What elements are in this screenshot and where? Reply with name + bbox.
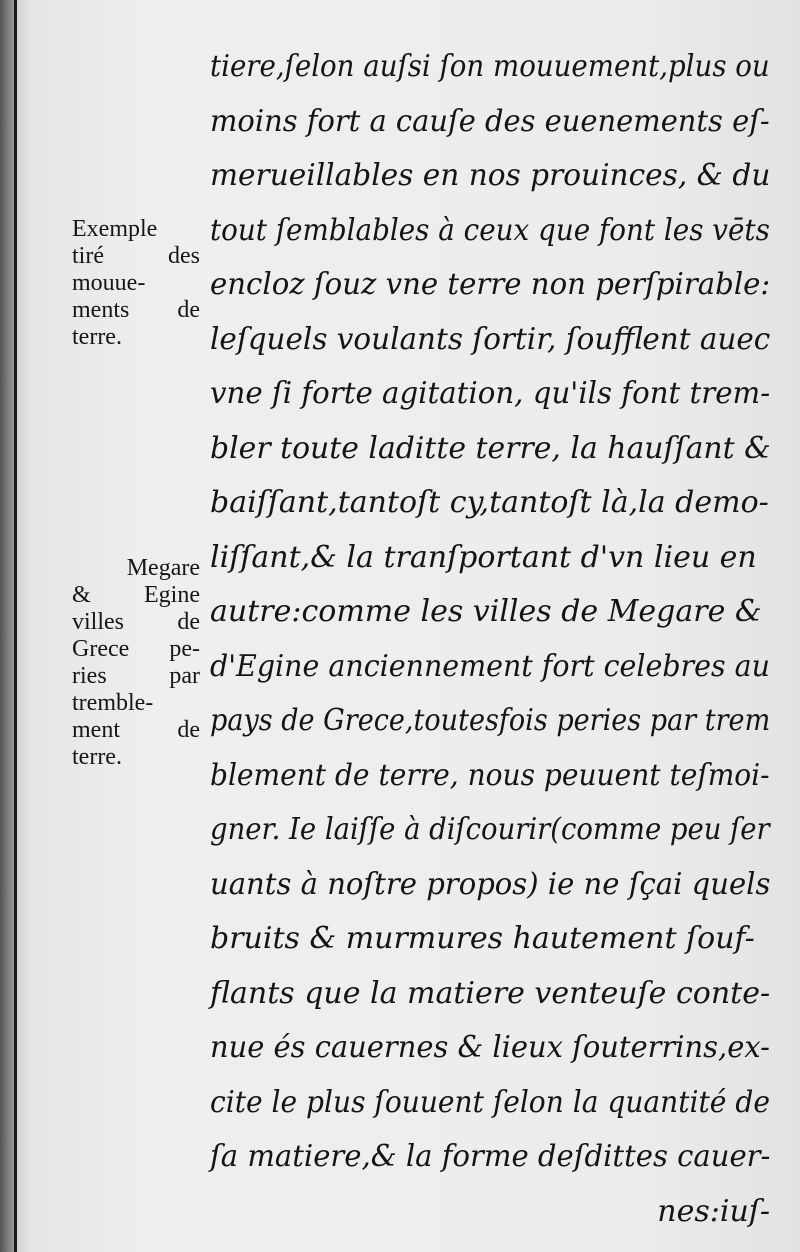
text-line: bler toute laditte terre, la hauſſant &: [210, 430, 771, 466]
text-line: pays de Grece,toutesfois peries par trem: [210, 703, 771, 738]
margin-note-line: villes de: [72, 609, 200, 635]
page-edge: [14, 0, 17, 1252]
main-text-block: [210, 40, 770, 1239]
text-line: uants à noſtre propos) ie ne ſçai quels: [210, 866, 771, 902]
text-line: tout ſemblables à ceux que font les vēts: [210, 212, 770, 248]
margin-note-line: terre.: [72, 744, 122, 770]
text-line: moins fort a cauſe des euenements eſ-: [210, 103, 770, 139]
margin-note-line: mouue-: [72, 270, 146, 296]
text-line: blement de terre, nous peuuent teſmoi-: [210, 757, 770, 793]
margin-note-line: ries par: [72, 663, 200, 689]
gutter-shadow: [0, 0, 14, 1252]
margin-note-line: Megare: [126, 555, 200, 581]
margin-note-line: tiré des: [72, 243, 200, 269]
text-line: encloz ſouz vne terre non perſpirable:: [210, 267, 771, 302]
text-line: bruits & murmures hautement ſouf-: [210, 921, 755, 956]
catchword: nes:iuſ-: [657, 1193, 770, 1229]
text-line: flants que la matiere venteuſe conte-: [210, 975, 771, 1011]
margin-note-line: & Egine: [72, 582, 200, 608]
text-line: merueillables en nos prouinces, & du: [210, 158, 771, 193]
margin-note-line: tremble-: [72, 690, 154, 716]
text-line: cite le plus ſouuent ſelon la quantité de: [210, 1084, 770, 1120]
text-line: baiſſant,tantoſt cy,tantoſt là,la demo-: [210, 485, 769, 520]
margin-note-line: Exemple: [72, 216, 158, 242]
text-line: vne ſi forte agitation, qu'ils font trem-: [210, 376, 771, 411]
text-line: leſquels voulants ſortir, ſoufflent auec: [210, 321, 771, 357]
text-line: liſſant,& la tranſportant d'vn lieu en: [210, 539, 757, 575]
text-line: ſa matiere,& la forme deſdittes cauer-: [210, 1139, 771, 1174]
text-line: nue és cauernes & lieux ſouterrins,ex-: [210, 1030, 770, 1065]
margin-note-line: Grece pe-: [72, 636, 200, 662]
text-line: autre:comme les villes de Megare &: [210, 594, 762, 629]
margin-note-megare-egine: [72, 555, 200, 771]
margin-note-earthquake-example: [72, 216, 200, 351]
text-line: d'Egine anciennement fort celebres au: [210, 648, 770, 684]
margin-note-line: ment de: [72, 717, 200, 743]
text-line: gner. Ie laiſſe à diſcourir(comme peu ſer: [210, 812, 770, 847]
text-line: tiere,ſelon auſsi ſon mouuement,plus ou: [210, 49, 770, 84]
margin-note-line: terre.: [72, 324, 122, 350]
margin-note-line: ments de: [72, 297, 200, 323]
